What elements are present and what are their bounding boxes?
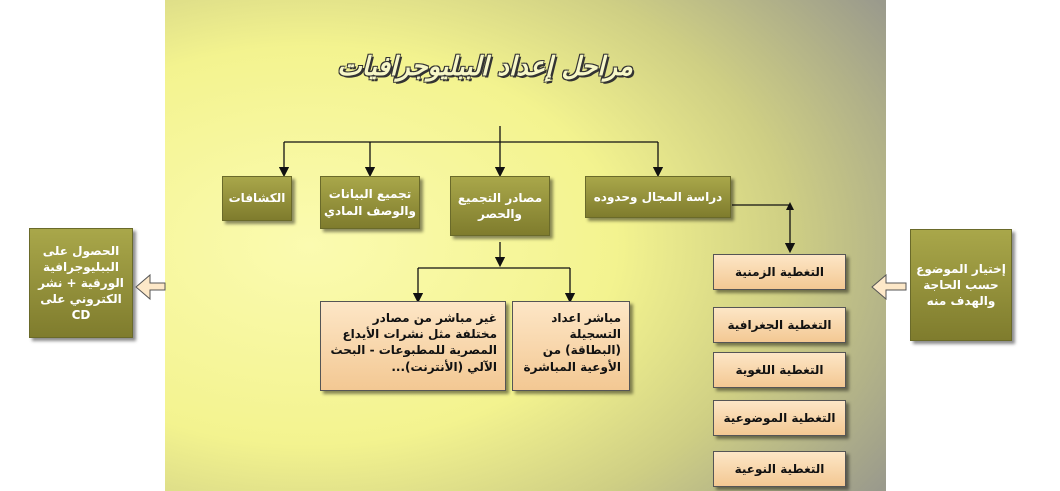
topic-choice-box: إختيار الموضوع حسب الحاجة والهدف منه: [910, 229, 1012, 341]
coverage-subject-box: التغطية الموضوعية: [713, 400, 846, 436]
result-box: الحصول على الببليوجرافية الورقية + نشر الكتروني على CD: [29, 228, 133, 338]
direct-sources-box: مباشر اعداد التسجيلة (البطاقة) من الأوعية المباشرة: [512, 301, 630, 391]
indirect-sources-box: غير مباشر من مصادر مختلفة مثل نشرات الأيداع المصرية للمطبوعات - البحث الآلي (الأنترنت)...: [320, 301, 506, 391]
diagram-title: مراحل إعداد الببليوجرافيات: [337, 52, 633, 82]
coverage-type-box: التغطية النوعية: [713, 451, 846, 487]
coverage-geographic-box: التغطية الجغرافية: [713, 307, 846, 343]
data-collection-box: تجميع البيانات والوصف المادي: [320, 176, 420, 229]
coverage-temporal-box: التغطية الزمنية: [713, 254, 846, 290]
field-study-box: دراسة المجال وحدوده: [585, 176, 731, 218]
indexes-box: الكشافات: [222, 176, 292, 221]
sources-box: مصادر التجميع والحصر: [450, 176, 550, 236]
coverage-linguistic-box: التغطية اللغوية: [713, 352, 846, 388]
